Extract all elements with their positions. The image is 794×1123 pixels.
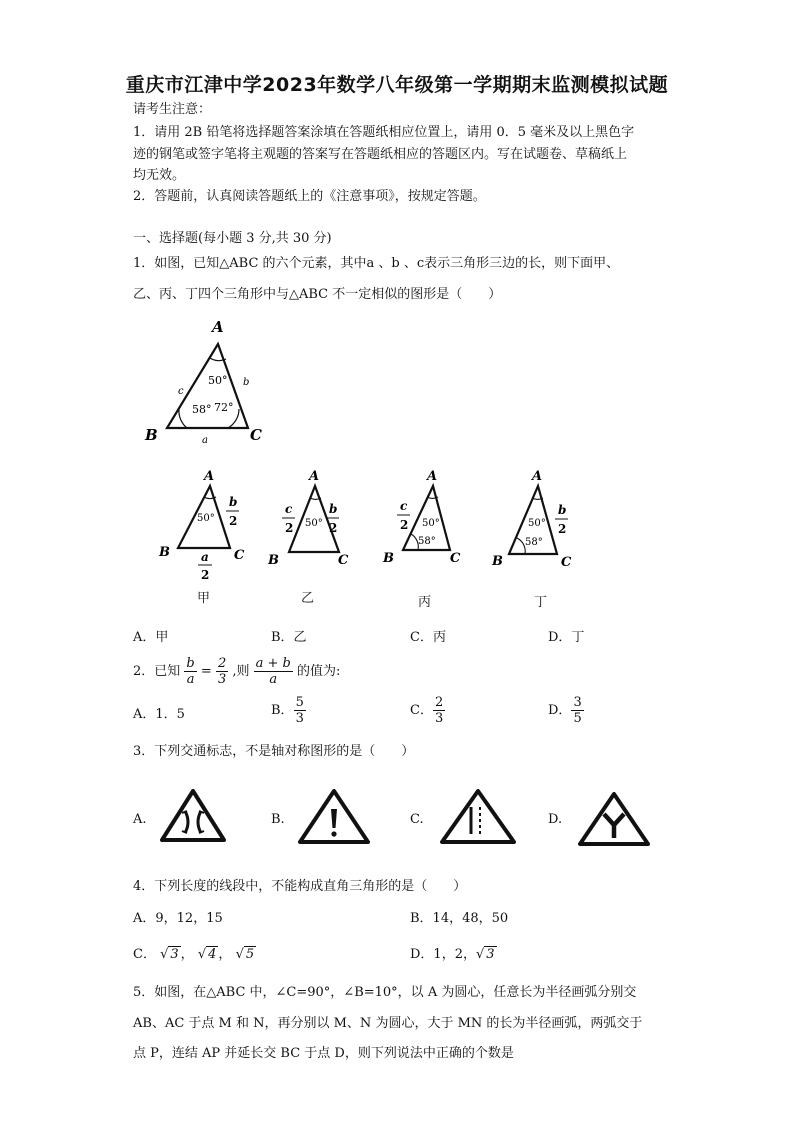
figure-jia — [155, 466, 255, 591]
svg-text:C: C — [561, 555, 572, 570]
q3-option-d[interactable]: D. — [548, 812, 563, 827]
svg-text:50°: 50° — [422, 518, 440, 529]
q1-option-a[interactable]: A．甲 — [133, 630, 169, 645]
svg-text:2: 2 — [400, 518, 409, 532]
q1-option-c[interactable]: C．丙 — [410, 630, 446, 645]
question-5-line: 点 P，连结 AP 并延长交 BC 于点 D，则下列说法中正确的个数是 — [133, 1046, 514, 1061]
svg-text:B: B — [159, 545, 170, 560]
svg-text:2: 2 — [329, 521, 338, 535]
q2-option-b[interactable]: B． $\frac{5}{3}$ — [271, 695, 304, 726]
side-b-label: b — [243, 377, 250, 388]
side-c-label: c — [178, 386, 184, 397]
warning-exclamation-sign-icon — [296, 787, 372, 847]
svg-text:b: b — [329, 502, 338, 516]
figure-label-yi: 乙 — [301, 591, 315, 606]
svg-text:C: C — [234, 548, 245, 563]
figure-label-ding: 丁 — [534, 595, 548, 610]
q1-option-d[interactable]: D．丁 — [548, 630, 585, 645]
notice-line: 均无效。 — [133, 168, 186, 183]
q2-option-c[interactable]: C． $\frac{2}{3}$ — [410, 695, 444, 726]
svg-text:58°: 58° — [418, 536, 436, 547]
svg-text:50°: 50° — [305, 518, 323, 529]
question-2-stem: 2．已知 $\frac{b}{a}$ = $\frac{2}{3}$ ,则 $\frac{a + b}{a}$ 的值为: — [133, 656, 341, 687]
triangle-abc-figure — [140, 318, 280, 448]
svg-text:50°: 50° — [528, 518, 546, 529]
svg-text:C: C — [450, 551, 461, 566]
figure-yi — [263, 466, 363, 576]
svg-text:A: A — [427, 469, 438, 484]
svg-text:2: 2 — [229, 514, 238, 528]
page-title: 重庆市江津中学2023年数学八年级第一学期期末监测模拟试题 — [125, 74, 669, 96]
svg-text:2: 2 — [558, 522, 567, 536]
lane-sign-icon — [438, 787, 518, 847]
q1-option-b[interactable]: B．乙 — [271, 630, 307, 645]
q4-option-c[interactable]: C． √ 3 ， √ 4 ， √ 5 — [133, 947, 255, 962]
figure-label-bing: 丙 — [418, 595, 432, 610]
notice-line: 迹的钢笔或签字笔将主观题的答案写在答题纸相应的答题区内。写在试题卷、草稿纸上 — [133, 147, 628, 162]
notice-line: 1．请用 2B 铅笔将选择题答案涂填在答题纸相应位置上，请用 0．5 毫米及以上黑色字 — [133, 125, 635, 140]
q3-option-b[interactable]: B. — [271, 812, 285, 827]
notice-line: 2．答题前，认真阅读答题纸上的《注意事项》，按规定答题。 — [133, 189, 486, 204]
q2-option-d[interactable]: D． $\frac{3}{5}$ — [548, 695, 582, 726]
question-3-stem: 3．下列交通标志，不是轴对称图形的是（ ） — [133, 744, 415, 759]
vertex-c-label: C — [250, 426, 262, 444]
svg-text:c: c — [400, 499, 408, 513]
side-a-label: a — [202, 435, 208, 446]
narrow-bridge-sign-icon — [158, 787, 228, 845]
angle-c-label: 72° — [214, 401, 234, 414]
svg-text:A: A — [204, 469, 215, 484]
q3-option-c[interactable]: C. — [410, 812, 424, 827]
svg-text:2: 2 — [285, 521, 294, 535]
svg-text:2: 2 — [201, 568, 210, 582]
svg-text:A: A — [309, 469, 320, 484]
question-1-line: 1．如图，已知△ABC 的六个元素，其中a 、b 、c表示三角形三边的长，则下面甲、 — [133, 256, 620, 271]
q2-option-a[interactable]: A．1．5 — [133, 707, 185, 722]
vertex-a-label: A — [212, 318, 224, 336]
notice-heading: 请考生注意： — [133, 102, 212, 117]
svg-text:B: B — [492, 554, 503, 569]
vertex-b-label: B — [145, 426, 158, 444]
svg-text:50°: 50° — [197, 513, 215, 524]
y-junction-sign-icon — [576, 790, 652, 848]
svg-text:b: b — [229, 495, 238, 509]
angle-a-label: 50° — [208, 374, 228, 387]
svg-text:B: B — [383, 551, 394, 566]
q3-option-a[interactable]: A. — [133, 812, 147, 827]
svg-text:a: a — [201, 550, 209, 564]
angle-b-label: 58° — [192, 403, 212, 416]
question-5-line: 5．如图，在△ABC 中，∠C=90°，∠B=10°，以 A 为圆心，任意长为半径画弧分别交 — [133, 985, 637, 1000]
question-4-stem: 4．下列长度的线段中，不能构成直角三角形的是（ ） — [133, 879, 467, 894]
q4-option-d[interactable]: D．1，2，√ 3 — [410, 947, 495, 962]
q4-option-b[interactable]: B．14，48，50 — [410, 911, 509, 926]
svg-text:58°: 58° — [525, 537, 543, 548]
section-heading: 一、选择题(每小题 3 分,共 30 分) — [133, 231, 332, 246]
figure-bing — [378, 466, 478, 576]
svg-text:b: b — [558, 503, 567, 517]
svg-text:A: A — [532, 469, 543, 484]
q4-option-a[interactable]: A．9，12，15 — [133, 911, 223, 926]
svg-text:c: c — [285, 502, 293, 516]
question-5-line: AB、AC 于点 M 和 N，再分别以 M、N 为圆心，大于 MN 的长为半径画弧，两弧交于 — [133, 1016, 643, 1031]
figure-ding — [490, 466, 590, 576]
figure-label-jia: 甲 — [197, 591, 211, 606]
svg-text:B: B — [268, 553, 279, 568]
svg-text:C: C — [338, 553, 349, 568]
question-1-line: 乙、丙、丁四个三角形中与△ABC 不一定相似的图形是（ ） — [133, 287, 502, 302]
